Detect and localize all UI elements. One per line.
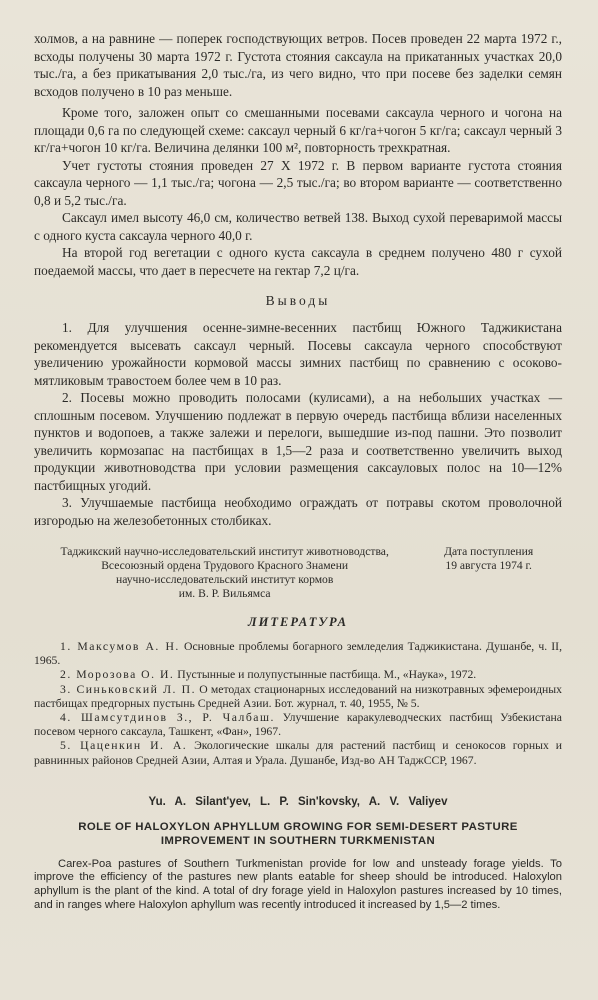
english-abstract: Carex-Poa pastures of Southern Turkmenistan provide for low and unsteady forage yields. To improve the efficiency of the pastures new plants eatable for sheep should be introduced. Haloxylon aphyllum is the plant of the kind. A total of dry forage yield in Haloxylon pastures increased by 10 times, and in ranges where Haloxylon aphyllum was recently introduced it increased by 1,5—2 times.: [34, 857, 562, 911]
institution-line: научно-исследовательский институт кормов: [115, 573, 334, 586]
paragraph: Саксаул имел высоту 46,0 см, количество ветвей 138. Выход сухой переваримой массы с одного куста саксаула черного 40,0 г.: [34, 210, 562, 243]
received-label: Дата поступления: [444, 545, 534, 558]
reference-item: [34, 640, 562, 668]
received-value: 19 августа 1974 г.: [445, 559, 532, 572]
reference-text: Улучшение каракулеводческих пастбищ Узбекистана посевом черного саксаула, Ташкент, «Фан», 1967.: [34, 711, 562, 739]
reference-item: [34, 683, 562, 711]
affiliation-block: [34, 545, 562, 601]
institution-line: Таджикский научно-исследовательский институт животноводства,: [60, 545, 389, 558]
institution: [34, 545, 415, 601]
reference-author: 2. Морозова О. И.: [60, 668, 175, 682]
conclusions-heading: Выводы: [265, 293, 331, 308]
received-date: [415, 545, 562, 573]
paragraph: холмов, а на равнине — поперек господствующих ветров. Посев проведен 22 марта 1972 г., всходы получены 30 марта 1972 г. Густота стояния саксаула на прикатанных участках 20,0 тыс./га, а без прикатывания 2,0 тыс./га, из чего видно, что при посеве без заделки семян всходов получено в 10 раз меньше.: [34, 31, 562, 99]
reference-item: [34, 711, 562, 739]
conclusion-item: 2. Посевы можно проводить полосами (кулисами), а на небольших участках — сплошным посевом. Улучшению подлежат в первую очередь пастбища вблизи населенных пунктов и водопоев, а также залежи и перелоги, вышедшие из-под пашни. Это позволит увеличить кормозапас на пастбищах в 1,5—2 раза и соответственно увеличить выход продукции животноводства при условии размещения саксауловых полос на 10—12% пастбищных угодий.: [34, 390, 562, 493]
english-authors: Yu. A. Silant'yev, L. P. Sin'kovsky, A. V. Valiyev: [148, 795, 448, 808]
paragraph: Кроме того, заложен опыт со смешанными посевами саксаула черного и чогона на площади 0,6 га по следующей схеме: саксаул черный 6 кг/га+чогон 5 кг/га; саксаул черный 3 кг/га+чогон 10 кг/га. Величина делянки 100 м², повторность трехкратная.: [34, 105, 562, 155]
english-title: [34, 820, 562, 848]
conclusion-item: 3. Улучшаемые пастбища необходимо ограждать от потравы скотом проволочной изгородью на железобетонных столбиках.: [34, 495, 562, 528]
institution-line: Всесоюзный ордена Трудового Красного Знамени: [101, 559, 349, 572]
reference-author: 4. Шамсутдинов З., Р. Чалбаш.: [60, 711, 275, 725]
reference-item: [34, 668, 562, 682]
english-title-line: IMPROVEMENT IN SOUTHERN TURKMENISTAN: [160, 834, 436, 847]
body-text: [34, 30, 562, 279]
paragraph: Учет густоты стояния проведен 27 X 1972 г. В первом варианте густота стояния саксаула черного — 1,1 тыс./га; чогона — 2,5 тыс./га; во втором варианте — соответственно 0,8 и 5,2 тыс./га.: [34, 157, 562, 208]
institution-line: им. В. Р. Вильямса: [178, 587, 271, 600]
reference-author: 5. Цаценкин И. А.: [60, 739, 188, 753]
literature-heading: ЛИТЕРАТУРА: [248, 615, 348, 629]
conclusions-list: [34, 319, 562, 529]
reference-text: О методах стационарных исследований на низкотравных эфемероидных пастбищах предгорных пустынь Средней Азии. Бот. журнал, т. 40, 1955, № 5.: [34, 682, 562, 710]
reference-list: [34, 640, 562, 768]
english-title-line: ROLE OF HALOXYLON APHYLLUM GROWING FOR SEMI-DESERT PASTURE: [78, 820, 518, 833]
reference-author: 1. Максумов А. Н.: [60, 640, 180, 653]
reference-item: [34, 739, 562, 767]
conclusion-item: 1. Для улучшения осенне-зимне-весенних пастбищ Южного Таджикистана рекомендуется высевать саксаул черный. Посевы саксаула черного способствуют увеличению урожайности кормовой массы зимних пастбищ по сравнению с осоково-мятликовым травостоем более чем в 10 раз.: [34, 320, 562, 388]
reference-text: Экологические шкалы для растений пастбищ и сенокосов горных и равнинных районов Средней Азии, Алтая и Урала. Душанбе, Изд-во АН ТаджССР, 1967.: [34, 739, 562, 767]
paragraph: На второй год вегетации с одного куста саксаула в среднем получено 480 г сухой поедаемой массы, что дает в пересчете на гектар 7,2 ц/га.: [34, 245, 562, 278]
reference-text: Пустынные и полупустынные пастбища. М., «Наука», 1972.: [174, 668, 477, 682]
reference-author: 3. Синьковский Л. П.: [60, 682, 196, 696]
reference-text: Основные проблемы богарного земледелия Таджикистана. Душанбе, ч. II, 1965.: [34, 640, 562, 668]
